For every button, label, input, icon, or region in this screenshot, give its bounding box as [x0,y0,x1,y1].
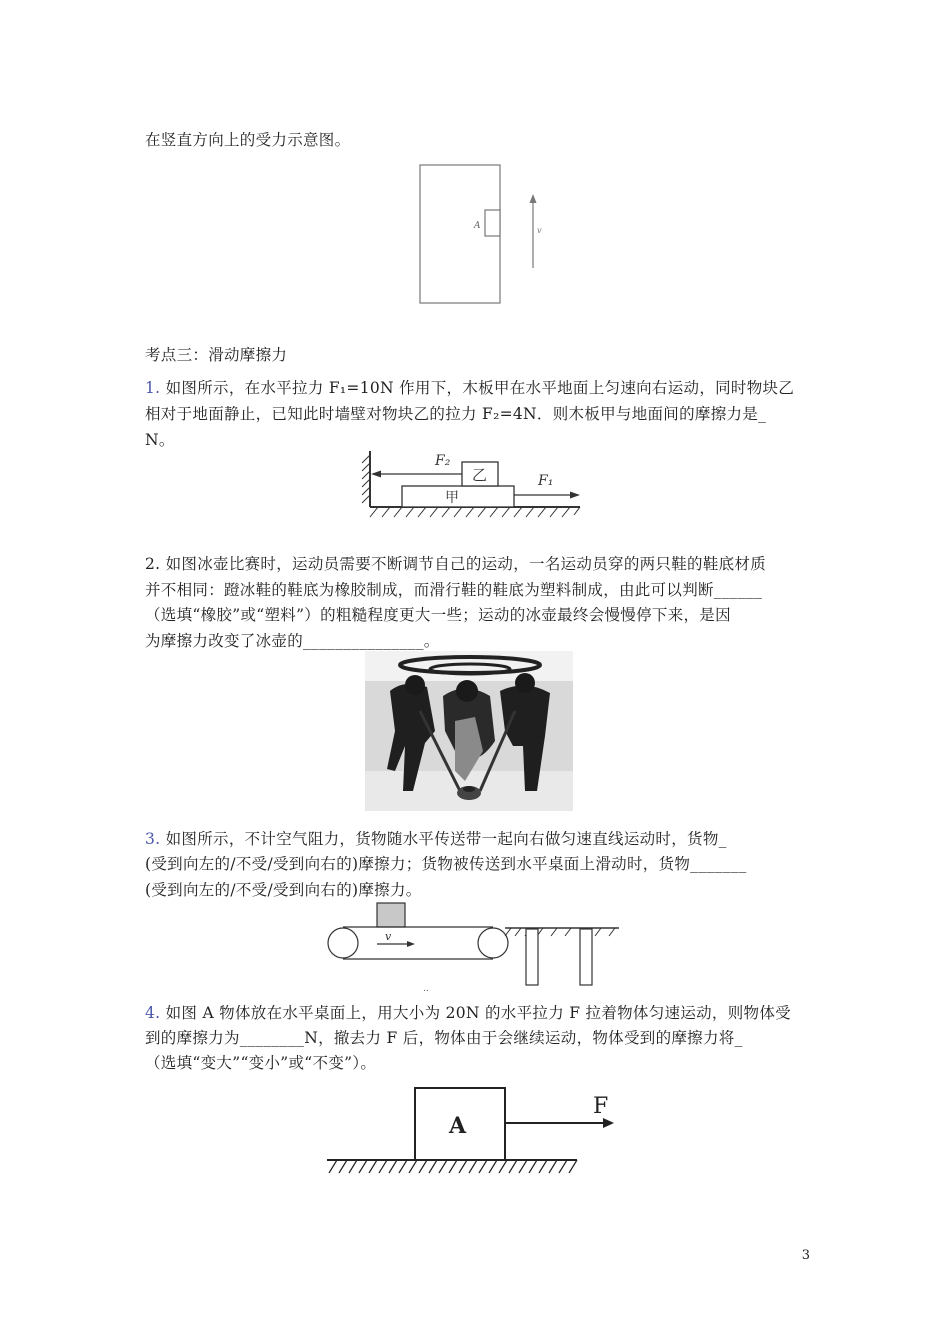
q2-line2: 并不相同：蹬冰鞋的鞋底为橡胶制成，而滑行鞋的鞋底为塑料制成，由此可以判断______ [145,581,763,599]
q4-line2: 到的摩擦力为________N，撤去力 F 后，物体由于会继续运动，物体受到的摩擦力将_ [145,1029,743,1047]
q4-number: 4. [145,1004,161,1022]
q1-line1: 1. 如图所示，在水平拉力 F₁=10N 作用下，木板甲在水平地面上匀速向右运动，同时物块乙 [145,379,795,397]
f2-label: F₂ [435,453,451,469]
q3-number: 3. [145,830,161,848]
figure-q3-conveyor [325,898,625,993]
q2-line4: 为摩擦力改变了冰壶的_______________。 [145,632,440,650]
q3-line3: (受到向左的/不受/受到向右的)摩擦力。 [145,881,422,899]
figure-q4-block [325,1085,615,1185]
q1-number: 1. [145,379,161,397]
q3-line1: 3. 如图所示，不计空气阻力，货物随水平传送带一起向右做匀速直线运动时，货物_ [145,830,727,848]
right-roller [478,928,508,958]
intro-text: 在竖直方向上的受力示意图。 [145,131,351,149]
q2-line1: 2. 如图冰壶比赛时，运动员需要不断调节自己的运动，一名运动员穿的两只鞋的鞋底材质 [145,555,767,573]
force-f-label: F [593,1094,609,1119]
q1-line3: N。 [145,431,175,449]
section-title: 考点三：滑动摩擦力 [145,346,288,364]
q1-line2: 相对于地面静止，已知此时墙壁对物块乙的拉力 F₂=4N．则木板甲与地面间的摩擦力是_ [145,405,767,423]
figure-block-on-wall [410,160,550,310]
q2-line3: （选填“橡胶”或“塑料”）的粗糙程度更大一些；运动的冰壶最终会慢慢停下来，是因 [145,606,731,624]
table-leg-left [526,929,538,985]
block-a [485,210,500,236]
f1-label: F₁ [538,473,554,489]
block-yi-label: 乙 [472,466,488,484]
q4-line3: （选填“变大”“变小”或“不变”）。 [145,1054,377,1072]
page-number: 3 [801,1248,810,1263]
cargo-box [377,903,405,927]
figure-q1-board [350,445,590,525]
table-leg-right [580,929,592,985]
block-a-label: A [474,221,481,231]
block-a-q4-label: A [449,1113,467,1139]
q4-line1: 4. 如图 A 物体放在水平桌面上，用大小为 20N 的水平拉力 F 拉着物体匀速运动，则物体受 [145,1004,791,1022]
belt-velocity-label: v [385,930,392,943]
q3-line2: (受到向左的/不受/受到向右的)摩擦力；货物被传送到水平桌面上滑动时，货物_______ [145,855,747,873]
svg-text:..: .. [423,984,429,993]
velocity-label: v [537,226,542,235]
board-jia-label: 甲 [445,490,459,506]
left-roller [328,928,358,958]
curling-photo [365,651,573,811]
